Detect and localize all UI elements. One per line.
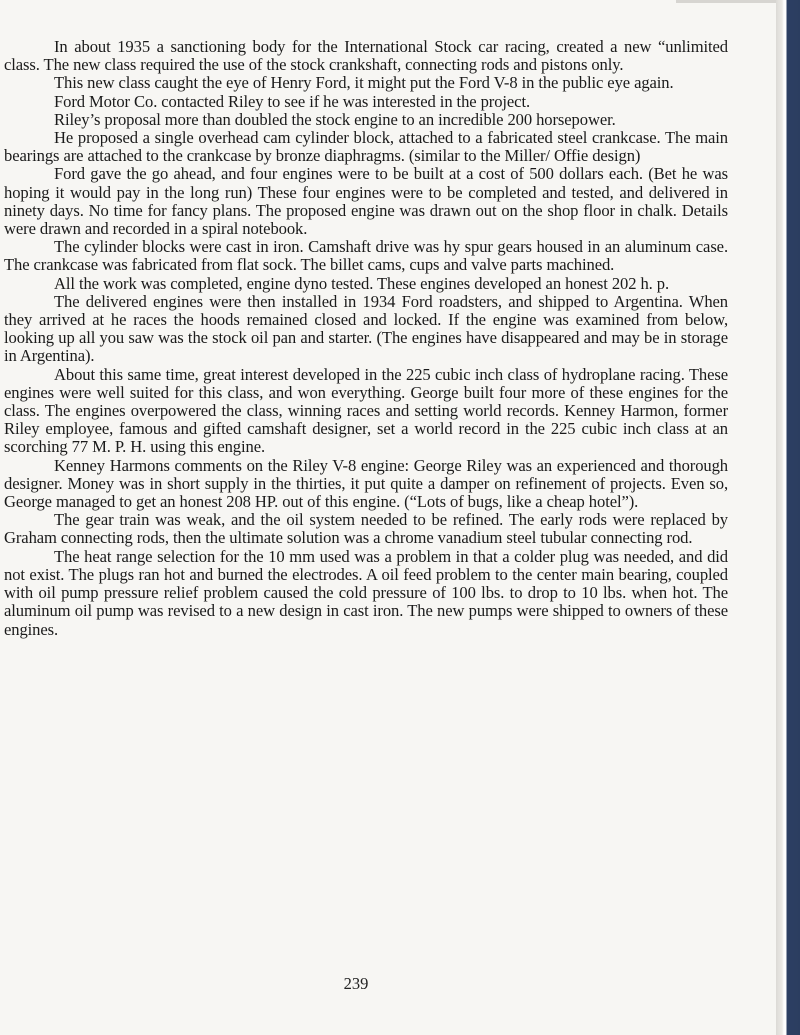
body-text (4, 38, 728, 639)
page-number: 239 (343, 974, 369, 993)
paragraph: The heat range selection for the 10 mm used was a problem in that a colder plug was needed, and did not exist. The plugs ran hot and burned the electrodes. A oil feed problem to the center main bearing, coupled with oil pump pressure relief problem caused the cold pressure of 100 lbs. to drop to 10 lbs. when hot. The aluminum oil pump was revised to a new design in cast iron. The new pumps were shipped to owners of these engines. (4, 546, 728, 639)
paragraph: He proposed a single overhead cam cylinder block, attached to a fabricated steel crankcase. The main bearings are attached to the crankcase by bronze diaphragms. (similar to the Miller/ Offie design) (4, 128, 728, 166)
page-edge-shadow (676, 0, 776, 3)
paragraph: The cylinder blocks were cast in iron. Camshaft drive was hy spur gears housed in an aluminum case. The crankcase was fabricated from flat sock. The billet cams, cups and valve parts machined. (4, 237, 728, 275)
paragraph: All the work was completed, engine dyno tested. These engines developed an honest 202 h. p. (54, 273, 670, 293)
paragraph: Kenney Harmons comments on the Riley V-8 engine: George Riley was an experienced and thorough designer. Money was in short supply in the thirties, it put quite a damper on refinement of projects. Even so, George managed to get an honest 208 HP. out of this engine. (“Lots of bugs, like a cheap hotel”). (4, 455, 728, 512)
paragraph: Ford gave the go ahead, and four engines were to be built at a cost of 500 dollars each. (Bet he was hoping it would pay in the long run) These four engines were to be completed and tested, and delivered in ninety days. No time for fancy plans. The proposed engine was drawn out on the shop floor in chalk. Details were drawn and recorded in a spiral notebook. (4, 164, 728, 239)
paragraph: In about 1935 a sanctioning body for the International Stock car racing, created a new “unlimited class. The new class required the use of the stock crankshaft, connecting rods and pistons only. (4, 37, 728, 75)
paragraph: This new class caught the eye of Henry Ford, it might put the Ford V-8 in the public eye again. (54, 73, 674, 93)
book-spine-edge (776, 0, 800, 1035)
paragraph: Riley’s proposal more than doubled the stock engine to an incredible 200 horsepower. (54, 109, 616, 129)
paragraph: The delivered engines were then installed in 1934 Ford roadsters, and shipped to Argentina. When they arrived at he races the hoods remained closed and locked. If the engine was examined from below, looking up all you saw was the stock oil pan and starter. (The engines have disappeared and may be in storage in Argentina). (4, 291, 728, 366)
paragraph: The gear train was weak, and the oil system needed to be refined. The early rods were replaced by Graham connecting rods, then the ultimate solution was a chrome vanadium steel tubular connecting rod. (4, 510, 728, 548)
paragraph: Ford Motor Co. contacted Riley to see if he was interested in the project. (54, 91, 530, 111)
paragraph: About this same time, great interest developed in the 225 cubic inch class of hydroplane racing. These engines were well suited for this class, and won everything. George built four more of these engines for the class. The engines overpowered the class, winning races and setting world records. Kenney Harmon, former Riley employee, famous and gifted camshaft designer, set a world record in the 225 cubic inch class at an scorching 77 M. P. H. using this engine. (4, 364, 728, 457)
